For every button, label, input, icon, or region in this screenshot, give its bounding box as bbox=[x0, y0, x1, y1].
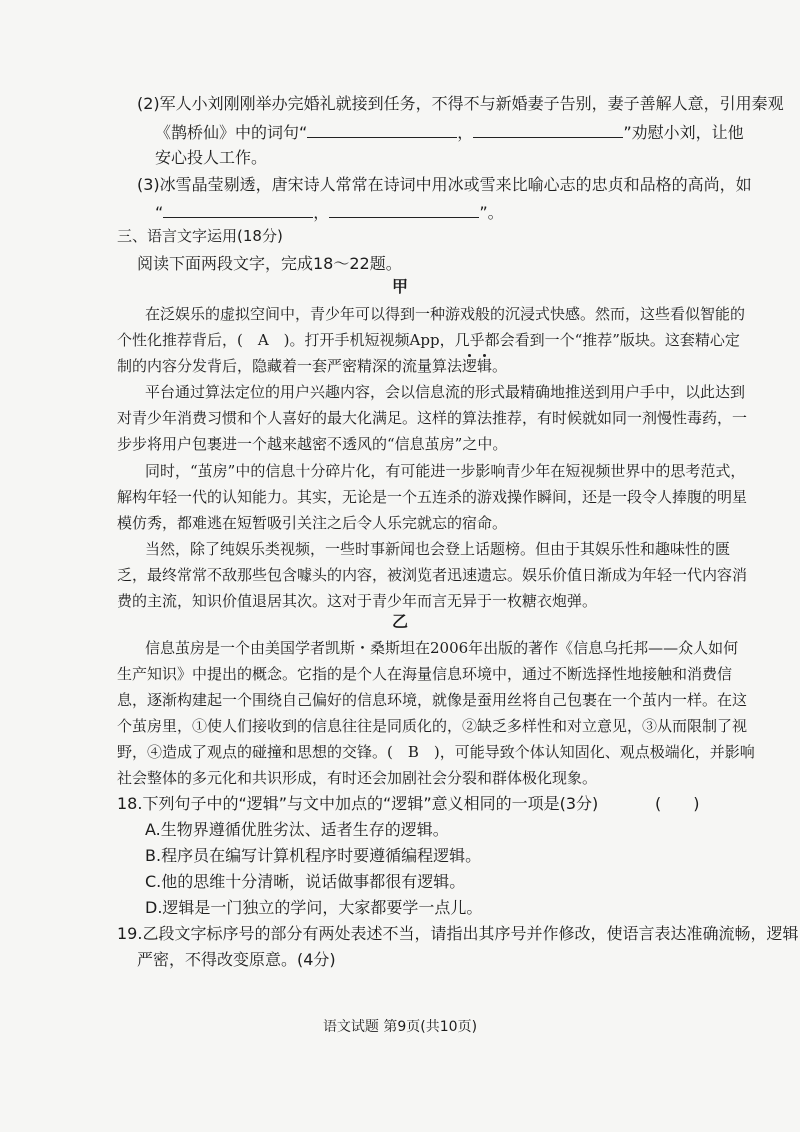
passage-line: 当然，除了纯娱乐类视频，一些时事新闻也会登上话题榜。但由于其娱乐性和趣味性的匮 bbox=[145, 540, 731, 558]
passage-line: 社会整体的多元化和共识形成，有时还会加剧社会分裂和群体极化现象。 bbox=[117, 769, 598, 787]
item3-line2 bbox=[155, 203, 504, 221]
q18-option-c: C.他的思维十分清晰，说话做事都很有逻辑。 bbox=[145, 872, 466, 891]
passage-line: 费的主流，知识价值退居其次。这对于青少年而言无异于一枚糖衣炮弹。 bbox=[117, 592, 598, 610]
passage-line: 模仿秀，都难逃在短暂吸引关注之后令人乐完就忘的宿命。 bbox=[117, 514, 508, 532]
passage-line: 个性化推荐背后，( A )。打开手机短视频App，几乎都会看到一个“推荐”版块。这套精心定 bbox=[117, 331, 740, 349]
passage-line: 生产知识》中提出的概念。它指的是个人在海量信息环境中，通过不断选择性地接触和消费信 bbox=[117, 665, 733, 683]
passage-line: 乏，最终常常不敌那些包含噱头的内容，被浏览者迅速遗忘。娱乐价值日渐成为年轻一代内容消 bbox=[117, 566, 748, 584]
item2-line2-suffix: ”劝慰小刘，让他 bbox=[623, 123, 744, 142]
passage-yi-title: 乙 bbox=[391, 612, 408, 631]
item3-open-quote: “ bbox=[155, 203, 164, 222]
item3-line1: (3)冰雪晶莹剔透，唐宋诗人常常在诗词中用冰或雪来比喻心志的忠贞和品格的高尚，如 bbox=[137, 175, 752, 194]
q18-answer-bracket[interactable]: ( ) bbox=[655, 794, 700, 813]
page-footer: 语文试题 第9页(共10页) bbox=[322, 1019, 478, 1035]
passage-line: 平台通过算法定位的用户兴趣内容，会以信息流的形式最精确地推送到用户手中，以此达到 bbox=[145, 383, 746, 401]
passage-line: 个茧房里，①使人们接收到的信息往往是同质化的，②缺乏多样性和对立意见，③从而限制了视 bbox=[117, 717, 748, 735]
passage-jia-title: 甲 bbox=[391, 277, 408, 296]
passage-line: 同时，“茧房”中的信息十分碎片化，有可能进一步影响青少年在短视频世界中的思考范式， bbox=[145, 462, 746, 480]
passage-line: 步步将用户包裹进一个越来越密不透风的“信息茧房”之中。 bbox=[117, 435, 508, 453]
item2-line2-mid: ， bbox=[457, 123, 474, 142]
item3-mid: ， bbox=[313, 203, 330, 222]
passage-line: 在泛娱乐的虚拟空间中，青少年可以得到一种游戏般的沉浸式快感。然而，这些看似智能的 bbox=[145, 305, 746, 323]
q18-option-a: A.生物界遵循优胜劣汰、适者生存的逻辑。 bbox=[145, 820, 449, 839]
section3-heading: 三、语言文字运用(18分) bbox=[117, 227, 283, 245]
q18-stem: 18.下列句子中的“逻辑”与文中加点的“逻辑”意义相同的一项是(3分) bbox=[117, 794, 599, 813]
item2-line2-prefix: 《鹊桥仙》中的词句“ bbox=[155, 123, 308, 142]
passage-line: 野，④造成了观点的碰撞和思想的交锋。( B )，可能导致个体认知固化、观点极端化，并影响 bbox=[117, 743, 755, 761]
item2-line1: (2)军人小刘刚刚举办完婚礼就接到任务，不得不与新婚妻子告别，妻子善解人意，引用秦观 bbox=[137, 94, 784, 113]
q18-option-d: D.逻辑是一门独立的学问，大家都要学一点儿。 bbox=[145, 898, 483, 917]
passage-line: 信息茧房是一个由美国学者凯斯・桑斯坦在2006年出版的著作《信息乌托邦——众人如何 bbox=[145, 639, 739, 657]
item2-line3: 安心投人工作。 bbox=[155, 148, 268, 167]
item2-line2 bbox=[155, 123, 744, 141]
item3-close: ”。 bbox=[479, 203, 504, 222]
q18-option-b: B.程序员在编写计算机程序时要遵循编程逻辑。 bbox=[145, 846, 482, 865]
emphasis-dot-char: 逻 bbox=[462, 357, 478, 375]
passage-line-end: 。 bbox=[492, 357, 508, 375]
passage-line-text: 制的内容分发背后，隐藏着一套严密精深的流量算法 bbox=[117, 357, 463, 375]
passage-line: 解构年轻一代的认知能力。其实，无论是一个五连杀的游戏操作瞬间，还是一段令人捧腹的明星 bbox=[117, 488, 748, 506]
answer-blank[interactable] bbox=[329, 203, 479, 218]
passage-line: 对青少年消费习惯和个人喜好的最大化满足。这样的算法推荐，有时候就如同一剂慢性毒药，一 bbox=[117, 409, 748, 427]
q19-stem-line1: 19.乙段文字标序号的部分有两处表述不当，请指出其序号并作修改，使语言表达准确流畅，逻辑 bbox=[117, 924, 799, 943]
passage-line: 息，逐渐构建起一个围绕自己偏好的信息环境，就像是蚕用丝将自己包裹在一个茧内一样。在这 bbox=[117, 691, 748, 709]
passage-line bbox=[117, 359, 507, 374]
answer-blank[interactable] bbox=[307, 123, 457, 138]
answer-blank[interactable] bbox=[473, 123, 623, 138]
answer-blank[interactable] bbox=[163, 203, 313, 218]
q19-stem-line2: 严密，不得改变原意。(4分) bbox=[137, 950, 336, 969]
section3-instruction: 阅读下面两段文字，完成18～22题。 bbox=[137, 254, 402, 273]
emphasis-dot-char: 辑 bbox=[477, 357, 493, 375]
